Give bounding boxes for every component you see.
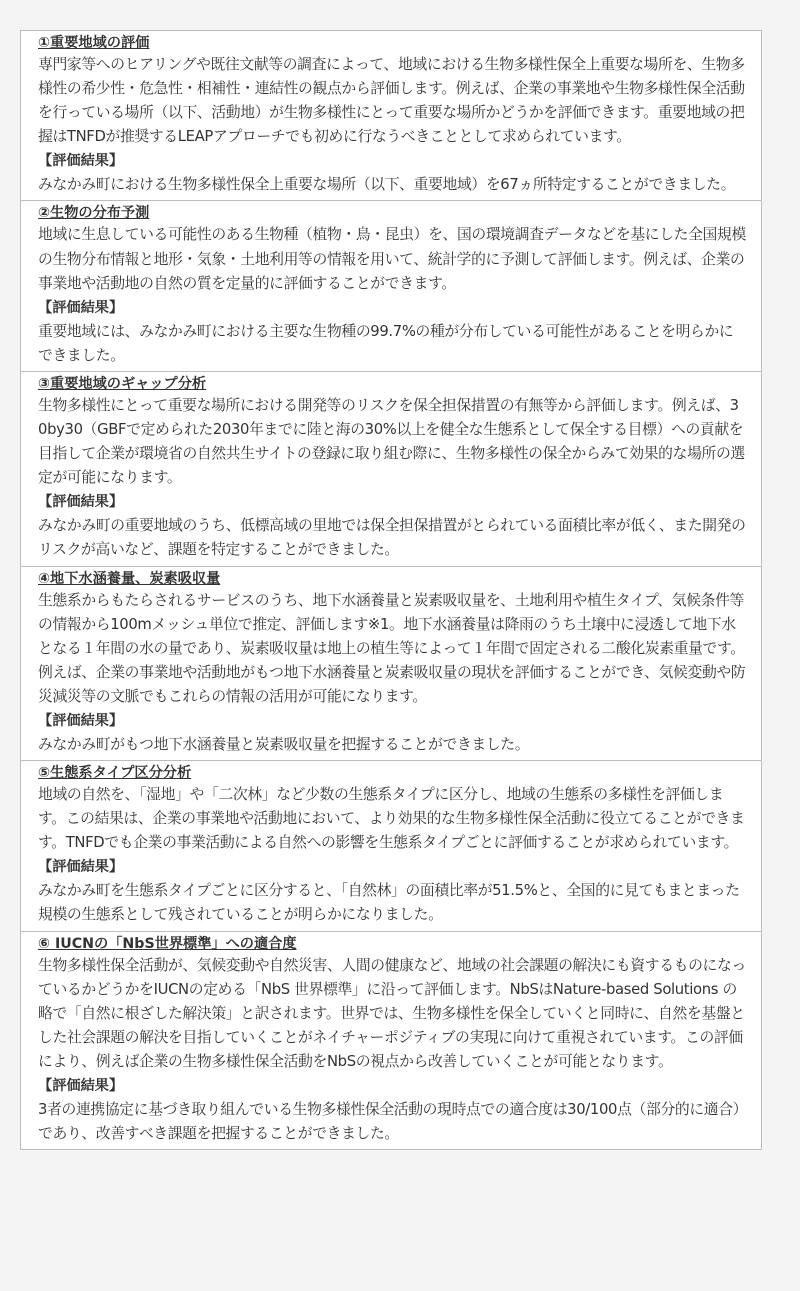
result-text: 3者の連携協定に基づき取り組んでいる生物多様性保全活動の現時点での適合度は30/100点（部分的に適合）であり、改善すべき課題を把握することができました。 [38, 1101, 740, 1143]
result-text: みなかみ町を生態系タイプごとに区分すると、「自然林」の面積比率が51.5%と、全国的に見てもまとまった規模の生態系として残されていることが明らかになりました。 [38, 882, 740, 924]
result-heading: 【評価結果】 [38, 299, 124, 316]
result-text: みなかみ町における生物多様性保全上重要な場所（以下、重要地域）を67ヵ所特定することができました。 [38, 176, 736, 194]
section-title: ⑥ IUCNの「NbS世界標準」への適合度 [38, 935, 297, 952]
section-title: ④地下水涵養量、炭素吸収量 [38, 570, 221, 587]
result-text: みなかみ町の重要地域のうち、低標高域の里地では保全担保措置がとられている面積比率が低く、また開発のリスクが高いなど、課題を特定することができました。 [38, 517, 746, 559]
section-description: 生態系からもたらされるサービスのうち、地下水涵養量と炭素吸収量を、土地利用や植生タイプ、気候条件等の情報から100mメッシュ単位で推定、評価します※1。地下水涵養量は降雨のうち土壌中に浸透して地下水となる１年間の水の量であり、炭素吸収量は地上の植生等によって１年間で固定される二酸化炭素重量です。例えば、企業の事業地や活動地がもつ地下水涵養量と炭素吸収量の現状を評価することができ、気候変動や防災減災等の文脈でもこれらの情報の活用が可能になります。 [38, 591, 746, 705]
section-title: ①重要地域の評価 [38, 35, 150, 51]
section-description: 生物多様性にとって重要な場所における開発等のリスクを保全担保措置の有無等から評価します。例えば、30by30（GBFで定められた2030年までに陸と海の30%以上を健全な生態系として保全する目標）への貢献を目指して企業が環境省の自然共生サイトの登録に取り組む際に、生物多様性の保全からみて効果的な場所の選定が可能になります。 [38, 396, 745, 487]
section-ecosystem-types [21, 761, 761, 931]
section-title: ⑤生態系タイプ区分分析 [38, 765, 192, 782]
section-title: ②生物の分布予測 [38, 205, 150, 222]
section-species-distribution [21, 201, 761, 371]
section-important-areas [21, 31, 761, 201]
section-description: 地域の自然を、「湿地」や「二次林」など少数の生態系タイプに区分し、地域の生態系の多様性を評価します。この結果は、企業の事業地や活動地において、より効果的な生物多様性保全活動に役立てることができます。TNFDでも企業の事業活動による自然への影響を生態系タイプごとに評価することが求められています。 [38, 786, 745, 852]
result-heading: 【評価結果】 [38, 153, 124, 170]
section-description: 地域に生息している可能性のある生物種（植物・鳥・昆虫）を、国の環境調査データなどを基にした全国規模の生物分布情報と地形・気象・土地利用等の情報を用いて、統計学的に予測して評価します。例えば、企業の事業地や活動地の自然の質を定量的に評価することができます。 [38, 226, 746, 292]
result-text: 重要地域には、みなかみ町における主要な生物種の99.7%の種が分布している可能性があることを明らかにできました。 [38, 322, 734, 364]
result-heading: 【評価結果】 [38, 859, 124, 876]
section-gap-analysis [21, 372, 761, 567]
section-description: 生物多様性保全活動が、気候変動や自然災害、人間の健康など、地域の社会課題の解決にも資するものになっているかどうかをIUCNの定める「NbS 世界標準」に沿って評価します。NbSはNature-based Solutions の略で「自然に根ざした解決策」と訳されます。世界では、生物多様性を保全していくと同時に、自然を基盤とした社会課題の解決を目指していくことがネイチャーポジティブの実現に向けて重視されています。この評価により、例えば企業の生物多様性保全活動をNbSの視点から改善していくことが可能となります。 [38, 956, 746, 1070]
result-heading: 【評価結果】 [38, 712, 124, 729]
section-groundwater-carbon [21, 567, 761, 762]
result-heading: 【評価結果】 [38, 494, 124, 511]
evaluation-table [20, 30, 762, 1150]
result-heading: 【評価結果】 [38, 1078, 124, 1094]
section-description: 専門家等へのヒアリングや既往文献等の調査によって、地域における生物多様性保全上重要な場所を、生物多様性の希少性・危急性・相補性・連結性の観点から評価します。例えば、企業の事業地や生物多様性保全活動を行っている場所（以下、活動地）が生物多様性にとって重要な場所かどうかを評価できます。重要地域の把握はTNFDが推奨するLEAPアプローチでも初めに行なうべきこととして求められています。 [38, 56, 745, 146]
section-title: ③重要地域のギャップ分析 [38, 375, 207, 392]
section-nbs-standard [21, 932, 761, 1151]
result-text: みなかみ町がもつ地下水涵養量と炭素吸収量を把握することができました。 [38, 735, 530, 753]
